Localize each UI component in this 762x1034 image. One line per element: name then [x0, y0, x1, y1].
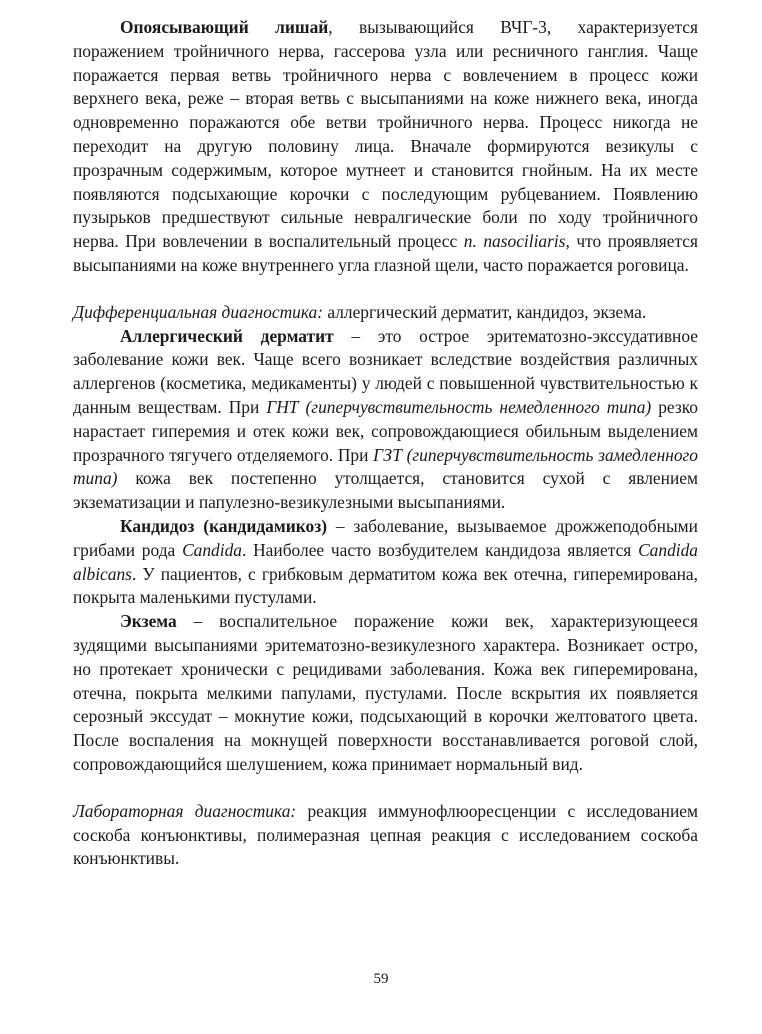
immediate-hypersensitivity: ГНТ (гиперчувствительность немедленного типа)	[266, 396, 652, 417]
lab-diagnosis-label: Лабораторная диагностика:	[73, 800, 297, 821]
nerve-name: n. nasociliaris	[463, 231, 566, 252]
candidiasis-text-1: – заболевание, вызываемое дрожжеподобными грибами рода	[73, 515, 698, 560]
differential-diagnosis-label: Дифференциальная диагностика:	[73, 301, 324, 322]
allergic-dermatitis-text-3: кожа век постепенно утолщается, становится сухой с явлением экзематизации и папулезно-везикулезными высыпаниями.	[73, 468, 698, 513]
eczema-text: – воспалительное поражение кожи век, характеризующееся зудящими высыпаниями эритематозно-везикулезного характера. Возникает остро, но протекает хронически с рецидивами заболевания. Кожа век гиперемирована, отечна, покрыта мелкими папулами, пустулами. После вскрытия их появляется серозный экссудат – мокнутие кожи, подсыхающий в корочки желтоватого цвета. После воспаления на мокнущей поверхности восстанавливается роговой слой, сопровождающийся шелушением, кожа принимает нормальный вид.	[73, 611, 698, 774]
allergic-dermatitis-text-1: – это острое эритематозно-экссудативное заболевание кожи век. Чаще всего возникает вследствие воздействия различных аллергенов (косметика, медикаменты) у людей с повышенной чувствительностью к данным веществам. При	[73, 325, 698, 417]
herpes-zoster-term: Опоясывающий лишай	[120, 17, 329, 37]
page-number: 59	[373, 971, 389, 987]
allergic-dermatitis-text-2: резко нарастает гиперемия и отек кожи век, сопровождающиеся обильным выделением прозрачного тягучего отделяемого. При	[73, 396, 698, 465]
candidiasis-text-3: . У пациентов, с грибковым дерматитом кожа век отечна, гиперемирована, покрыта маленькими пустулами.	[73, 563, 698, 608]
eczema-term: Экзема	[120, 611, 177, 632]
lab-diagnosis-text: реакция иммунофлюоресценции с исследованием соскоба конъюнктивы, полимеразная цепная реакция с исследованием соскоба конъюнктивы.	[73, 800, 698, 869]
document-page	[73, 16, 698, 1016]
eczema-paragraph	[73, 610, 698, 777]
differential-diagnosis-text: аллергический дерматит, кандидоз, экзема.	[323, 301, 647, 322]
herpes-zoster-text-1: , вызывающийся ВЧГ-3, характеризуется поражением тройничного нерва, гассерова узла или ресничного ганглия. Чаще поражается первая ветвь тройничного нерва с вовлечением в процесс кожи верхнего века, реже – вторая ветвь с высыпаниями на коже нижнего века, иногда одновременно поражаются обе ветви тройничного нерва. Процесс никогда не переходит на другую половину лица. Вначале формируются везикулы с прозрачным содержимым, которое мутнеет и становится гнойным. На их месте появляются подсыхающие корочки с последующим рубцеванием. Появлению пузырьков предшествуют сильные невралгические боли по ходу тройничного нерва. При вовлечении в воспалительный процесс	[73, 17, 698, 252]
candida-albicans: Candida albicans	[73, 539, 698, 584]
herpes-zoster-text-2: , что проявляется высыпаниями на коже внутреннего угла глазной щели, часто поражается роговица.	[73, 231, 698, 275]
allergic-dermatitis-paragraph	[73, 325, 698, 515]
candida-genus: Candida	[182, 539, 242, 560]
delayed-hypersensitivity: ГЗТ (гиперчувствительность замедленного типа)	[73, 444, 698, 489]
differential-diagnosis-paragraph	[73, 301, 698, 325]
allergic-dermatitis-term: Аллергический дерматит	[120, 325, 334, 346]
candidiasis-paragraph	[73, 515, 698, 610]
herpes-zoster-paragraph	[73, 16, 698, 278]
lab-diagnosis-paragraph	[73, 800, 698, 871]
candidiasis-text-2: . Наиболее часто возбудителем кандидоза является	[241, 539, 639, 560]
candidiasis-term: Кандидоз (кандидамикоз)	[120, 515, 327, 536]
